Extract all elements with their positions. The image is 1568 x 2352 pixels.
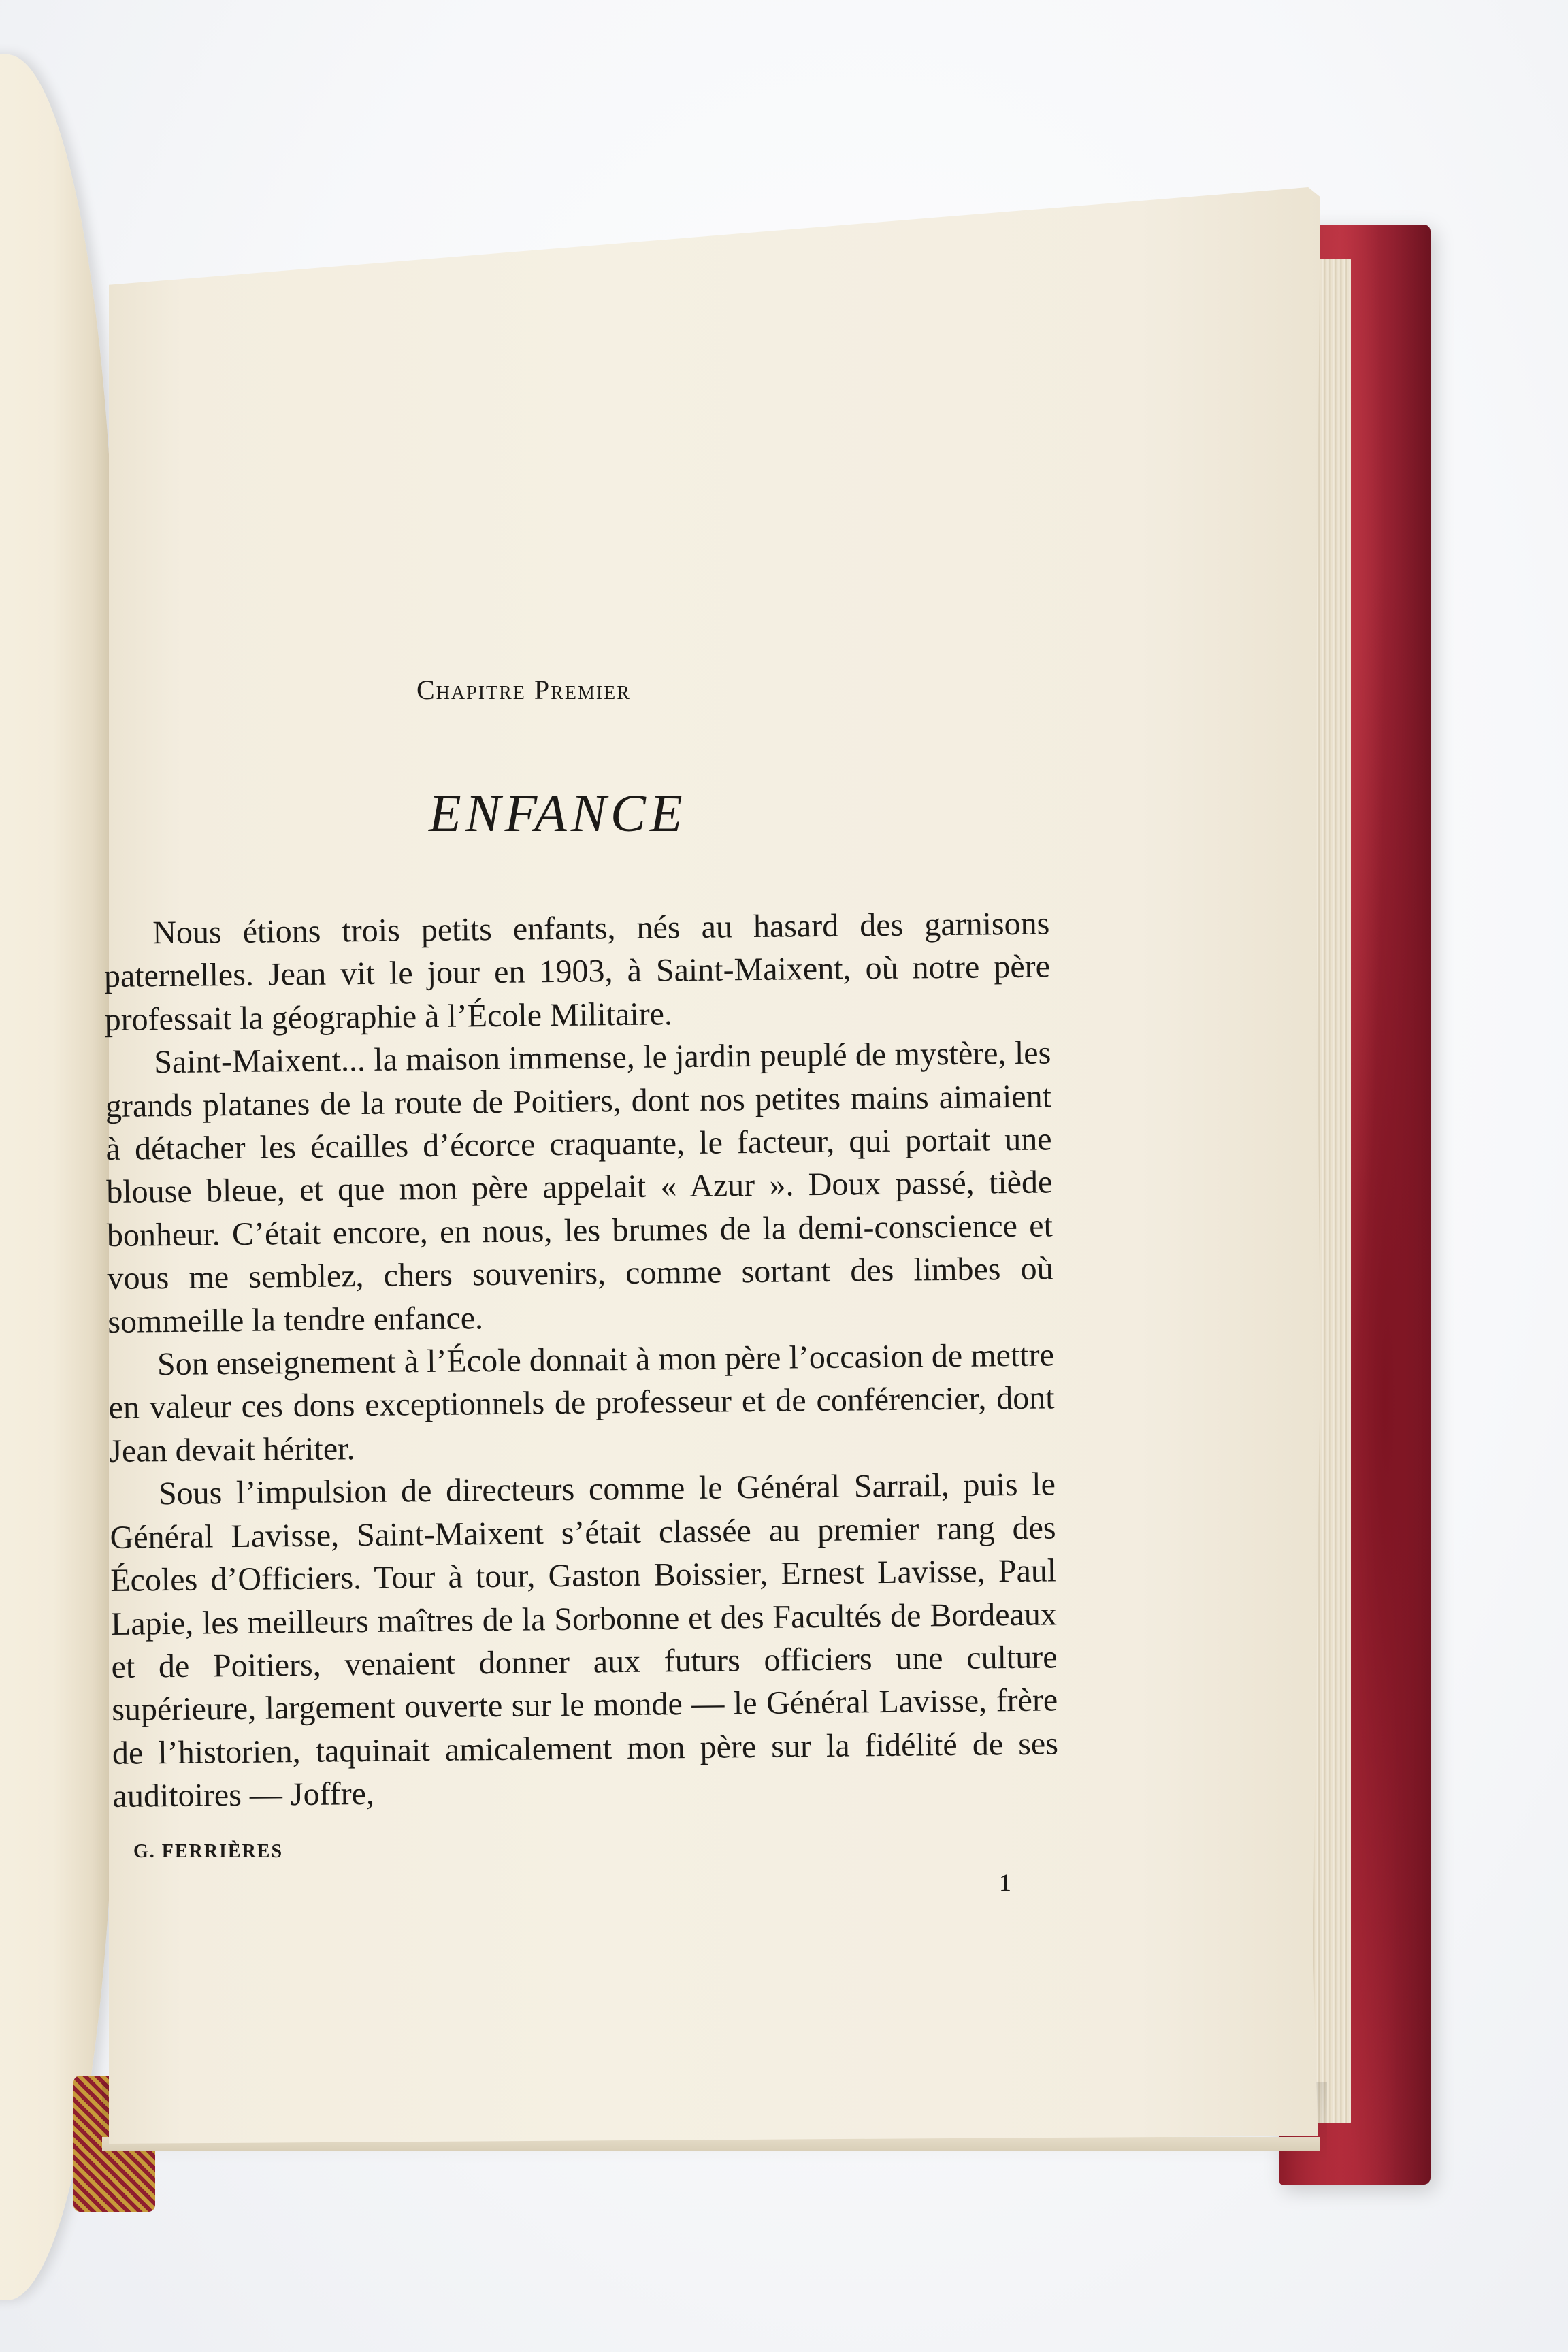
page-number: 1	[999, 1869, 1011, 1896]
facing-page	[0, 54, 116, 2300]
paragraph: Son enseignement à l’École donnait à mon père l’occasion de mettre en valeur ces dons exceptionnels de professeur et de conférencier, dont Jean devait hériter.	[108, 1337, 1055, 1469]
paragraph: Sous l’impulsion de directeurs comme le Général Sarrail, puis le Général Lavisse, Saint-Maixent s’était classée au premier rang des Écoles d’Officiers. Tour à tour, Gaston Boissier, Ernest Lavisse, Paul Lapie, les meilleurs maîtres de la Sorbonne et des Facultés de Bordeaux et de Poitiers, venaient donner aux futurs officiers une culture supérieure, largement ouverte sur le monde — le Général Lavisse, frère de l’historien, taquinait amicalement mon père sur la fidélité de ses auditoires — Joffre,	[110, 1466, 1059, 1815]
paragraph: Nous étions trois petits enfants, nés au hasard des garnisons paternelles. Jean vit le jour en 1903, à Saint-Maixent, où notre père professait la géographie à l’École Militaire.	[103, 905, 1051, 1038]
chapter-heading: Chapitre Premier	[416, 674, 631, 705]
paragraph: Saint-Maixent... la maison immense, le jardin peuplé de mystère, les grands platanes de la route de Poitiers, dont nos petites mains aimaient à détacher les écailles d’écorce craquante, le facteur, qui portait une blouse bleue, et que mon père appelait « Azur ». Doux passé, tiède bonheur. C’était encore, en nous, les brumes de la demi-conscience et vous me semblez, chers souvenirs, comme sortant des limbes où sommeille la tendre enfance.	[105, 1034, 1054, 1340]
footer-author: G. FERRIÈRES	[133, 1841, 284, 1862]
body-text	[103, 902, 1059, 1818]
chapter-title: ENFANCE	[429, 783, 687, 843]
